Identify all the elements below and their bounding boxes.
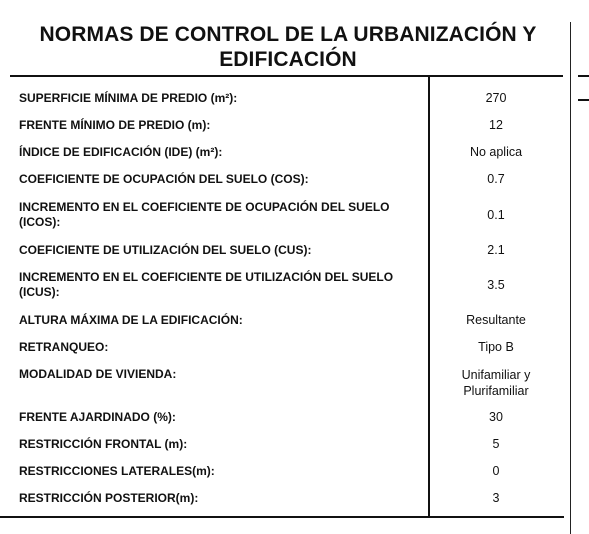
- row-label: RESTRICCIONES LATERALES(m):: [19, 464, 215, 478]
- row-value: Unifamiliar y Plurifamiliar: [461, 368, 531, 398]
- row-value: 0.7: [487, 172, 505, 186]
- page-title: NORMAS DE CONTROL DE LA URBANIZACIÓN Y EDIFICACIÓN: [39, 23, 537, 71]
- right-tick-mark: [578, 99, 589, 101]
- row-label: ALTURA MÁXIMA DE LA EDIFICACIÓN:: [19, 313, 243, 327]
- row-value: 0.1: [487, 207, 505, 222]
- row-value: Tipo B: [478, 340, 514, 354]
- row-value: 5: [492, 437, 500, 451]
- row-value: 0: [492, 464, 500, 478]
- row-label: INCREMENTO EN EL COEFICIENTE DE OCUPACIÓN DEL SUELO (ICOS):: [19, 200, 390, 229]
- row-label: RESTRICCIÓN FRONTAL (m):: [19, 437, 188, 451]
- row-label: RESTRICCIÓN POSTERIOR(m):: [19, 491, 199, 505]
- row-label: ÍNDICE DE EDIFICACIÓN (IDE) (m²):: [19, 145, 223, 159]
- row-value: 12: [489, 118, 503, 132]
- row-label: COEFICIENTE DE OCUPACIÓN DEL SUELO (COS):: [19, 172, 309, 186]
- row-value: No aplica: [469, 145, 523, 159]
- row-label: MODALIDAD DE VIVIENDA:: [19, 367, 177, 381]
- right-tick-mark: [578, 75, 589, 77]
- row-label: COEFICIENTE DE UTILIZACIÓN DEL SUELO (CUS):: [19, 243, 312, 257]
- row-value: 3: [492, 491, 500, 505]
- row-label: FRENTE AJARDINADO (%):: [19, 410, 176, 424]
- row-label: INCREMENTO EN EL COEFICIENTE DE UTILIZACIÓN DEL SUELO (ICUS):: [19, 270, 394, 299]
- column-divider: [428, 75, 430, 516]
- row-value: Resultante: [466, 313, 526, 327]
- footer-rule: [0, 516, 564, 518]
- row-value: 30: [489, 410, 503, 424]
- row-label: RETRANQUEO:: [19, 340, 109, 354]
- row-label: SUPERFICIE MÍNIMA DE PREDIO (m²):: [19, 91, 238, 105]
- header-rule: [10, 75, 563, 77]
- right-border-line: [570, 22, 571, 534]
- row-value: 2.1: [487, 243, 505, 257]
- row-value: 3.5: [487, 277, 505, 292]
- row-value: 270: [485, 91, 507, 105]
- row-label: FRENTE MÍNIMO DE PREDIO (m):: [19, 118, 211, 132]
